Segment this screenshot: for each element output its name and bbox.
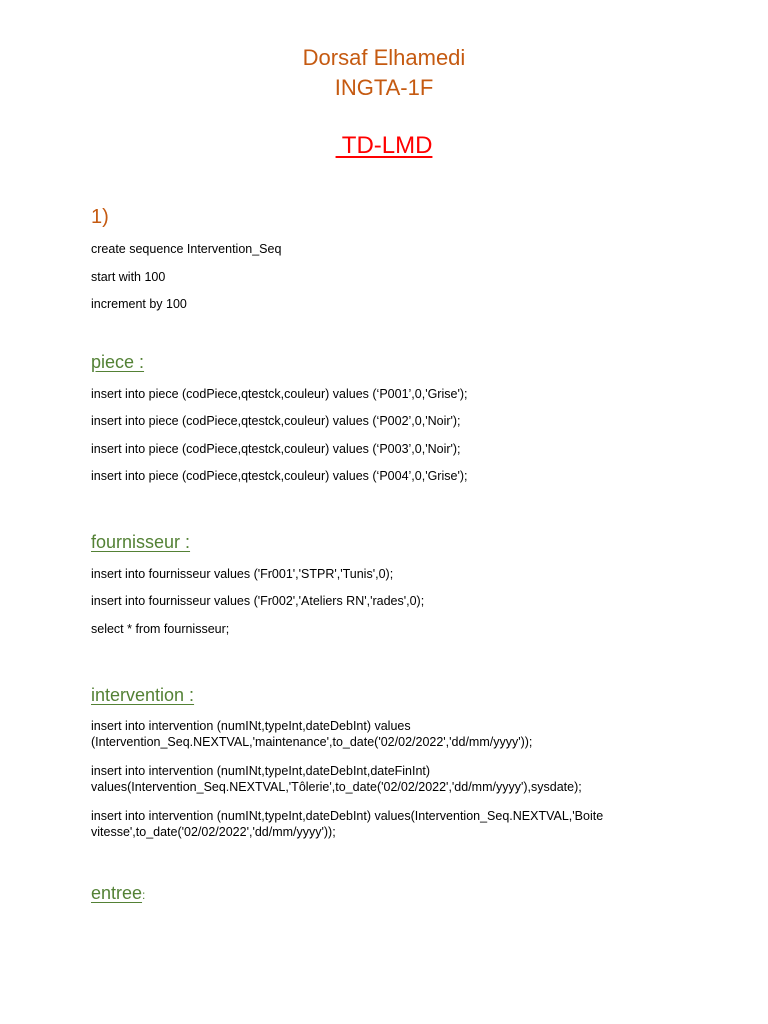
code-line: start with 100 — [91, 270, 166, 284]
intervention-heading — [91, 684, 194, 706]
code-line: insert into fournisseur values ('Fr002','Ateliers RN','rades',0); — [91, 594, 425, 608]
code-line: insert into fournisseur values ('Fr001','STPR','Tunis',0); — [91, 567, 394, 581]
class-name: INGTA-1F — [334, 75, 434, 100]
entree-heading-text: entree — [91, 883, 143, 903]
code-line: insert into piece (codPiece,qtestck,couleur) values (‘P003’,0,'Noir'); — [91, 442, 461, 456]
code-line: insert into piece (codPiece,qtestck,couleur) values (‘P004’,0,'Grise'); — [91, 469, 468, 483]
piece-heading — [91, 351, 144, 373]
code-line: insert into piece (codPiece,qtestck,couleur) values (‘P002’,0,'Noir'); — [91, 414, 461, 428]
fournisseur-heading-text: fournisseur : — [91, 532, 191, 552]
code-line: select * from fournisseur; — [91, 622, 230, 636]
document-title-text: TD-LMD — [335, 132, 433, 159]
code-line: insert into intervention (numINt,typeInt,dateDebInt) values (Intervention_Seq.NEXTVAL,'maintenance',to_date('02/02/2022','dd/mm/yyyy')); — [91, 719, 533, 749]
section-1-heading: 1) — [91, 206, 109, 228]
code-line: create sequence Intervention_Seq — [91, 242, 282, 256]
author-name: Dorsaf Elhamedi — [302, 45, 466, 70]
code-line: insert into intervention (numINt,typeInt,dateDebInt,dateFinInt) values(Intervention_Seq.NEXTVAL,'Tôlerie',to_date('02/02/2022','dd/mm/yyyy'),sysdate); — [91, 764, 582, 794]
code-line: insert into piece (codPiece,qtestck,couleur) values (‘P001’,0,'Grise'); — [91, 387, 468, 401]
entree-heading-suffix: : — [142, 888, 146, 902]
code-line: insert into intervention (numINt,typeInt,dateDebInt) values(Intervention_Seq.NEXTVAL,'Boite vitesse',to_date('02/02/2022','dd/mm/yyyy')); — [91, 809, 604, 839]
intervention-heading-text: intervention : — [91, 685, 195, 705]
piece-heading-text: piece : — [91, 352, 145, 372]
document-title — [0, 131, 768, 161]
fournisseur-heading — [91, 531, 190, 553]
code-line: increment by 100 — [91, 297, 187, 311]
entree-heading — [91, 882, 145, 906]
